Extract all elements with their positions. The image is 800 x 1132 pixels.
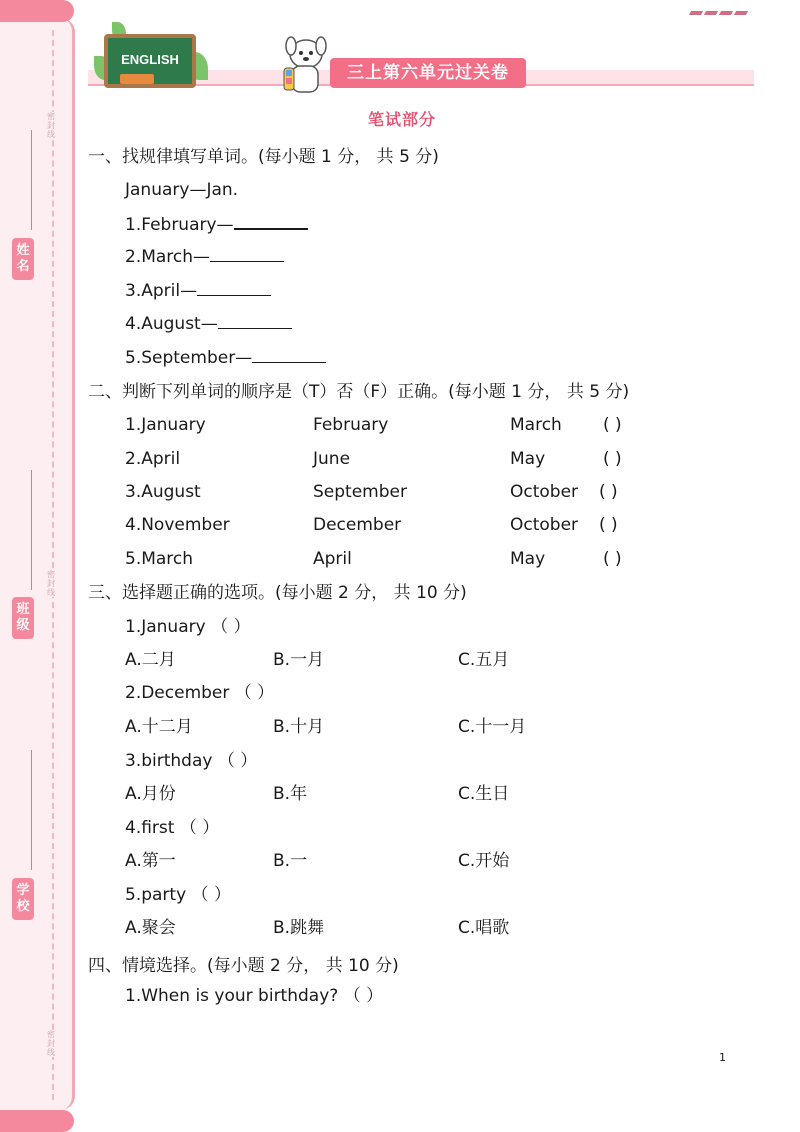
english-chalkboard: ENGLISH <box>104 34 196 88</box>
section1-heading: 一、找规律填写单词。(每小题 1 分， 共 5 分) <box>88 147 439 167</box>
row-word-c: May <box>510 549 546 569</box>
option-c[interactable]: C.生日 <box>458 784 510 804</box>
row-word-c: May <box>510 449 546 469</box>
seal-text-2: 密封线 <box>44 570 58 597</box>
question-text: 4.first （ ） <box>125 818 220 838</box>
row-word-a: 4.November <box>125 515 230 535</box>
section1-item <box>125 279 271 303</box>
option-a[interactable]: A.第一 <box>125 851 176 871</box>
item-text: 4.August— <box>125 314 218 334</box>
option-a[interactable]: A.聚会 <box>125 918 176 938</box>
section4-heading: 四、情境选择。(每小题 2 分， 共 10 分) <box>88 956 399 976</box>
books-icon <box>120 74 154 84</box>
question-text: 1.January （ ） <box>125 617 251 637</box>
answer-paren[interactable]: ( ) <box>599 482 618 502</box>
answer-paren[interactable]: ( ) <box>603 449 622 469</box>
unit-title-banner: 三上第六单元过关卷 <box>330 58 526 88</box>
item-text: 3.April— <box>125 281 198 301</box>
answer-paren[interactable]: ( ) <box>603 549 622 569</box>
question-text: 3.birthday （ ） <box>125 751 258 771</box>
binding-strip <box>0 18 75 1110</box>
answer-blank[interactable] <box>252 346 326 363</box>
row-word-b: December <box>313 515 402 535</box>
name-fill-line <box>31 130 32 230</box>
strip-cap-top <box>0 0 74 22</box>
item-text: 5.September— <box>125 348 253 368</box>
section1-item <box>125 346 326 370</box>
section1-example: January—Jan. <box>125 180 239 200</box>
question-text: 5.party （ ） <box>125 885 231 905</box>
top-decor-marks <box>690 0 750 19</box>
row-word-c: March <box>510 415 562 435</box>
row-word-a: 1.January <box>125 415 206 435</box>
row-word-b: February <box>313 415 389 435</box>
row-word-a: 2.April <box>125 449 181 469</box>
answer-blank[interactable] <box>234 212 308 230</box>
strip-cap-bottom <box>0 1110 74 1132</box>
class-label: 班级 <box>12 597 34 639</box>
answer-paren[interactable]: ( ) <box>599 515 618 535</box>
answer-paren[interactable]: ( ) <box>603 415 622 435</box>
page-subtitle: 笔试部分 <box>368 110 437 129</box>
option-a[interactable]: A.十二月 <box>125 717 193 737</box>
option-a[interactable]: A.月份 <box>125 784 176 804</box>
section2-heading: 二、判断下列单词的顺序是（T）否（F）正确。(每小题 1 分， 共 5 分) <box>88 382 630 402</box>
item-text: 1.February— <box>125 215 234 235</box>
page-number: 1 <box>719 1051 726 1064</box>
seal-text-3: 密封线 <box>44 1030 58 1057</box>
question-text: 1.When is your birthday? （ ） <box>125 986 384 1006</box>
section1-item <box>125 245 284 269</box>
option-a[interactable]: A.二月 <box>125 650 176 670</box>
school-fill-line <box>31 750 32 870</box>
row-word-b: September <box>313 482 407 502</box>
class-fill-line <box>31 470 32 590</box>
option-b[interactable]: B.年 <box>273 784 308 804</box>
school-label: 学校 <box>12 878 34 920</box>
option-b[interactable]: B.一月 <box>273 650 325 670</box>
question-text: 2.December （ ） <box>125 683 275 703</box>
name-label: 姓名 <box>12 238 34 280</box>
section1-item <box>125 212 308 237</box>
answer-blank[interactable] <box>210 245 284 262</box>
option-c[interactable]: C.十一月 <box>458 717 527 737</box>
row-word-a: 3.August <box>125 482 201 502</box>
option-b[interactable]: B.跳舞 <box>273 918 325 938</box>
row-word-c: October <box>510 515 579 535</box>
option-b[interactable]: B.一 <box>273 851 308 871</box>
row-word-c: October <box>510 482 579 502</box>
option-c[interactable]: C.开始 <box>458 851 510 871</box>
item-text: 2.March— <box>125 247 211 267</box>
row-word-b: April <box>313 549 352 569</box>
dog-mascot-icon <box>278 34 330 96</box>
option-b[interactable]: B.十月 <box>273 717 325 737</box>
seal-text-1: 密封线 <box>44 112 58 139</box>
option-c[interactable]: C.唱歌 <box>458 918 510 938</box>
seal-dashed-line <box>52 30 54 1100</box>
row-word-b: June <box>313 449 351 469</box>
answer-blank[interactable] <box>218 312 292 329</box>
section3-heading: 三、选择题正确的选项。(每小题 2 分， 共 10 分) <box>88 583 467 603</box>
answer-blank[interactable] <box>197 279 271 296</box>
option-c[interactable]: C.五月 <box>458 650 510 670</box>
row-word-a: 5.March <box>125 549 194 569</box>
section1-item <box>125 312 292 336</box>
